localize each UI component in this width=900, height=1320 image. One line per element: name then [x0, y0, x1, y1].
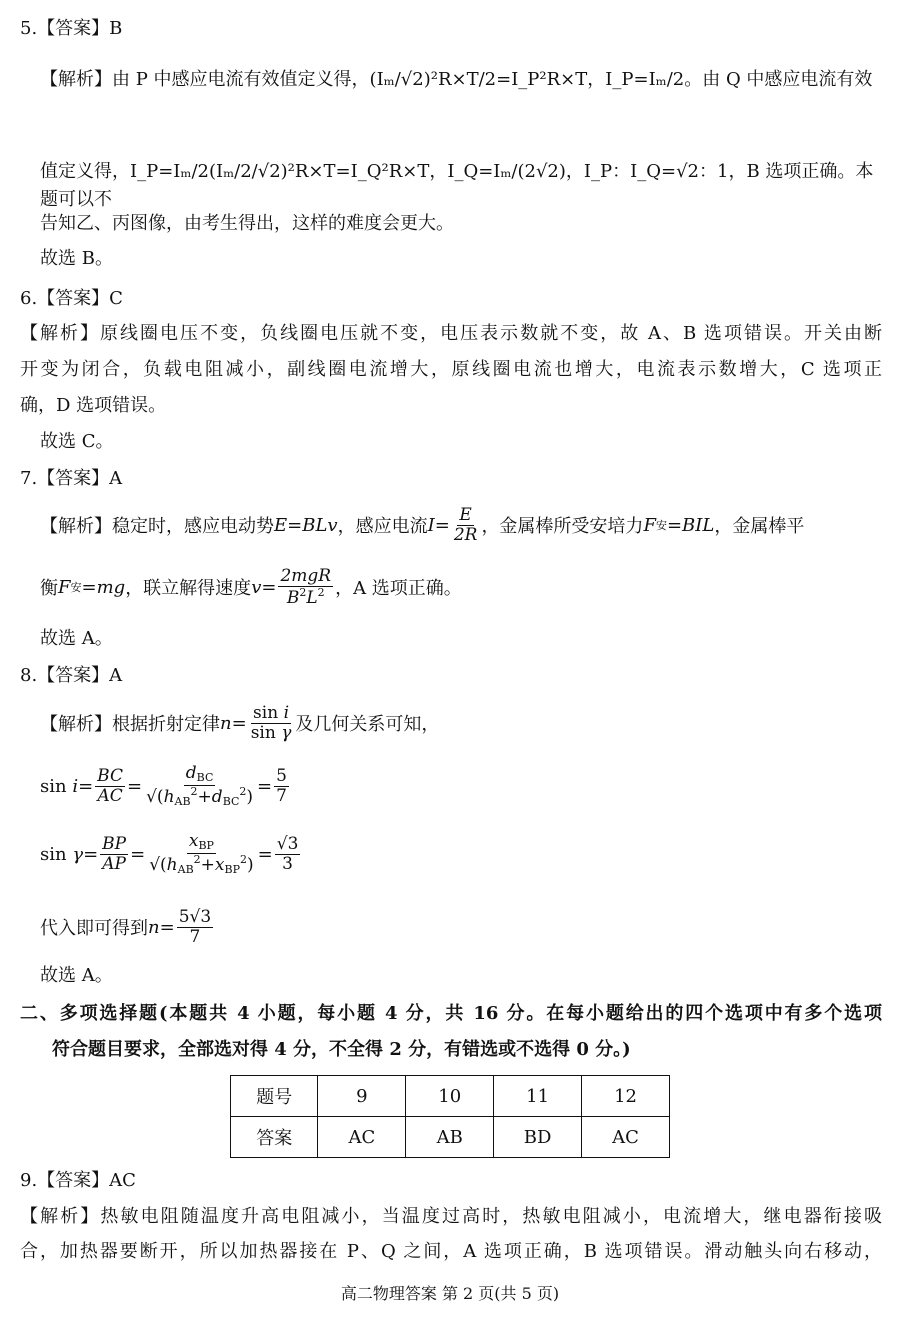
q7-analysis-line1: 【解析】稳定时，感应电动势 E = BLv ，感应电流 I = $\frac{E}{2R}$ ，金属棒所受安培力 F 安 = BIL ，金属棒平	[40, 504, 805, 545]
fraction: $\frac{BP}{AP}$	[102, 833, 127, 874]
q9-answer: 9.【答案】AC	[20, 1170, 136, 1191]
section-heading-line2: 符合题目要求，全部选对得 4 分，不全得 2 分，有错选或不选得 0 分。)	[52, 1039, 631, 1060]
q5-analysis-line1: 【解析】由 P 中感应电流有效值定义得，(Iₘ/√2)²R×T/2=I_P²R×T，I_P=Iₘ/2。由 Q 中感应电流有效	[40, 69, 873, 90]
q7-analysis-line2: 衡 F 安 = mg ，联立解得速度 v = $\frac{\text{2mgR}}{B^2L^2}$ ，A 选项正确。	[40, 565, 462, 608]
table-cell: 答案	[231, 1117, 318, 1158]
q6-conclusion: 故选 C。	[40, 431, 114, 452]
table-cell: 12	[582, 1076, 670, 1117]
fraction: $\frac{d_{BC}}{√(h_{AB}^2+d_{BC}^2)}$	[146, 763, 254, 808]
q5-conclusion: 故选 B。	[40, 248, 113, 269]
q7-conclusion: 故选 A。	[40, 628, 113, 649]
q9-analysis-line1: 【解析】热敏电阻随温度升高电阻减小，当温度过高时，热敏电阻减小，电流增大，继电器衔接吸	[20, 1206, 882, 1227]
table-cell: BD	[494, 1117, 582, 1158]
sin-i-formula: sin i= $\frac{BC}{AC}$ = $\frac{d_{BC}}{√(h_{AB}^2+d_{BC}^2)}$ = $\frac{5}{7}$	[40, 763, 287, 808]
table-row	[231, 1117, 670, 1158]
q8-analysis-line1: 【解析】根据折射定律 n = $\frac{\text{sin i}}{\text{sin γ}}$ 及几何关系可知，	[40, 702, 440, 743]
q5-answer: 5.【答案】B	[20, 18, 123, 39]
table-cell: 9	[318, 1076, 406, 1117]
q6-analysis-line3: 确，D 选项错误。	[20, 395, 167, 416]
q5-analysis-line3: 告知乙、丙图像，由考生得出，这样的难度会更大。	[40, 213, 454, 234]
table-cell: AB	[406, 1117, 494, 1158]
q6-answer: 6.【答案】C	[20, 288, 123, 309]
fraction: $\frac{5√3}{7}$	[178, 906, 212, 947]
fraction: $\frac{E}{2R}$	[453, 504, 478, 545]
table-cell: AC	[582, 1117, 670, 1158]
table-cell: 10	[406, 1076, 494, 1117]
q7-answer: 7.【答案】A	[20, 468, 123, 489]
section-heading-line1: 二、多项选择题(本题共 4 小题，每小题 4 分，共 16 分。在每小题给出的四个选项中有多个选项	[20, 1003, 882, 1024]
table-cell: 11	[494, 1076, 582, 1117]
q8-answer: 8.【答案】A	[20, 665, 123, 686]
fraction: $\frac{\text{2mgR}}{B^2L^2}$	[280, 565, 332, 608]
fraction: $\frac{5}{7}$	[276, 765, 287, 806]
fraction: $\frac{\text{sin i}}{\text{sin γ}}$	[250, 702, 292, 743]
answer-table	[230, 1075, 670, 1158]
fraction: $\frac{√3}{3}$	[276, 833, 299, 874]
q8-result: 代入即可得到 n = $\frac{5√3}{7}$	[40, 906, 212, 947]
q5-analysis-line2: 值定义得，I_P=Iₘ/2(Iₘ/2/√2)²R×T=I_Q²R×T，I_Q=Iₘ/(2√2)，I_P：I_Q=√2：1，B 选项正确。本题可以不	[40, 161, 874, 210]
sin-gamma-formula: sin γ= $\frac{BP}{AP}$ = $\frac{x_{BP}}{√(h_{AB}^2+x_{BP}^2)}$ = $\frac{√3}{3}$	[40, 831, 299, 876]
table-row	[231, 1076, 670, 1117]
q6-analysis-line2: 开变为闭合，负载电阻减小，副线圈电流增大，原线圈电流也增大，电流表示数增大，C 选项正	[20, 359, 882, 380]
q8-conclusion: 故选 A。	[40, 965, 113, 986]
table-cell: 题号	[231, 1076, 318, 1117]
q9-analysis-line2: 合，加热器要断开，所以加热器接在 P、Q 之间，A 选项正确，B 选项错误。滑动触头向右移动，	[20, 1241, 882, 1262]
table-cell: AC	[318, 1117, 406, 1158]
fraction: $\frac{BC}{AC}$	[97, 765, 123, 806]
q6-analysis-line1: 【解析】原线圈电压不变，负线圈电压就不变，电压表示数就不变，故 A、B 选项错误。开关由断	[20, 323, 882, 344]
fraction: $\frac{x_{BP}}{√(h_{AB}^2+x_{BP}^2)}$	[149, 831, 254, 876]
page-footer: 高二物理答案 第 2 页(共 5 页)	[340, 1284, 560, 1303]
